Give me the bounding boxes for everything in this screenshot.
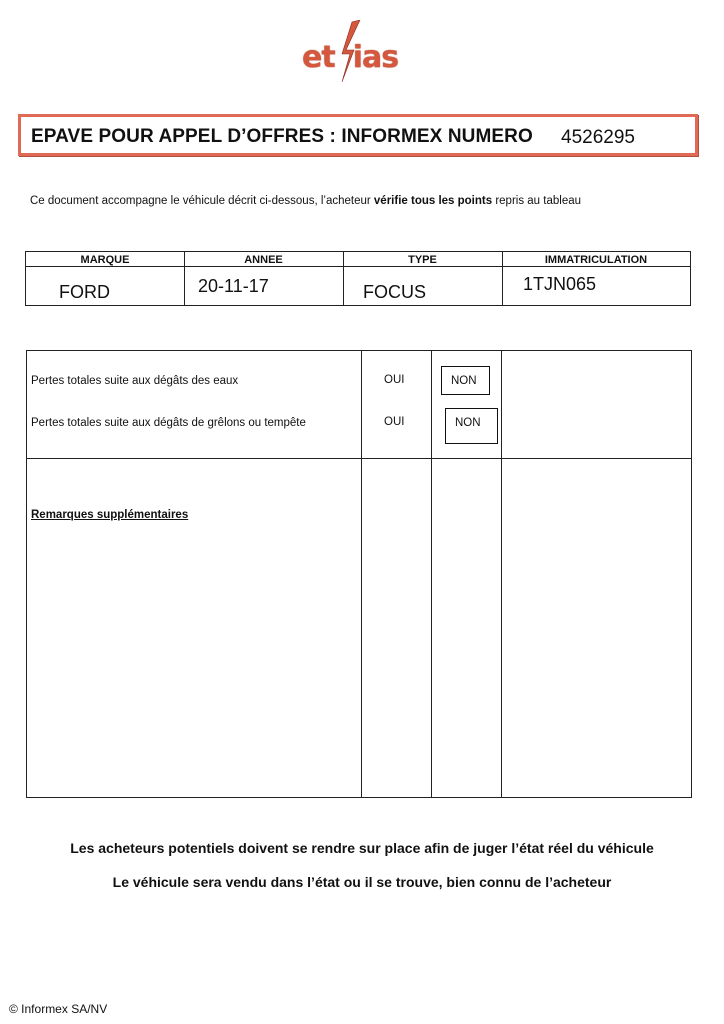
column-divider	[431, 351, 432, 797]
intro-emphasis: vérifie tous les points	[373, 195, 493, 207]
intro-after: repris au tableau	[492, 195, 582, 207]
header-marque: MARQUE	[26, 252, 184, 267]
answer-no-water-checked[interactable]: NON	[441, 366, 490, 395]
answer-yes-hail[interactable]: OUI	[384, 416, 405, 428]
column-divider	[184, 252, 185, 305]
logo-text-left: et	[302, 40, 335, 75]
column-divider	[343, 252, 344, 305]
remarks-label: Remarques supplémentaires	[31, 509, 189, 521]
question-water-damage: Pertes totales suite aux dégâts des eaux	[31, 375, 239, 387]
ethias-logo	[302, 20, 414, 84]
value-type: FOCUS	[363, 282, 426, 302]
questions-table	[26, 350, 692, 798]
intro-before: Ce document accompagne le véhicule décrit ci-dessous, l’acheteur	[30, 195, 374, 207]
value-marque: FORD	[59, 282, 110, 302]
logo-text-right: ias	[352, 40, 399, 75]
title-box	[18, 114, 698, 156]
header-type: TYPE	[343, 252, 502, 267]
document-title: EPAVE POUR APPEL D’OFFRES : INFORMEX NUMERO	[31, 126, 533, 147]
answer-yes-water[interactable]: OUI	[384, 374, 405, 386]
copyright-footer: © Informex SA/NV	[9, 1002, 108, 1016]
column-divider	[501, 351, 502, 797]
note-sold-as-is: Le véhicule sera vendu dans l’état ou il se trouve, bien connu de l’acheteur	[112, 874, 612, 890]
header-annee: ANNEE	[184, 252, 343, 267]
column-divider	[361, 351, 362, 797]
row-divider	[27, 458, 691, 459]
note-inspection: Les acheteurs potentiels doivent se rendre sur place afin de juger l’état réel du véhicule	[70, 840, 654, 856]
header-immatriculation: IMMATRICULATION	[502, 252, 690, 267]
lightning-bolt-icon	[338, 20, 366, 82]
vehicle-table	[25, 251, 691, 306]
answer-no-hail-checked[interactable]: NON	[445, 408, 498, 444]
question-hail-storm-damage: Pertes totales suite aux dégâts de grêlons ou tempête	[31, 417, 306, 429]
intro-text	[30, 195, 581, 207]
column-divider	[502, 252, 503, 305]
value-annee: 20-11-17	[198, 276, 269, 296]
informex-number: 4526295	[561, 127, 635, 148]
value-immatriculation: 1TJN065	[523, 274, 597, 294]
